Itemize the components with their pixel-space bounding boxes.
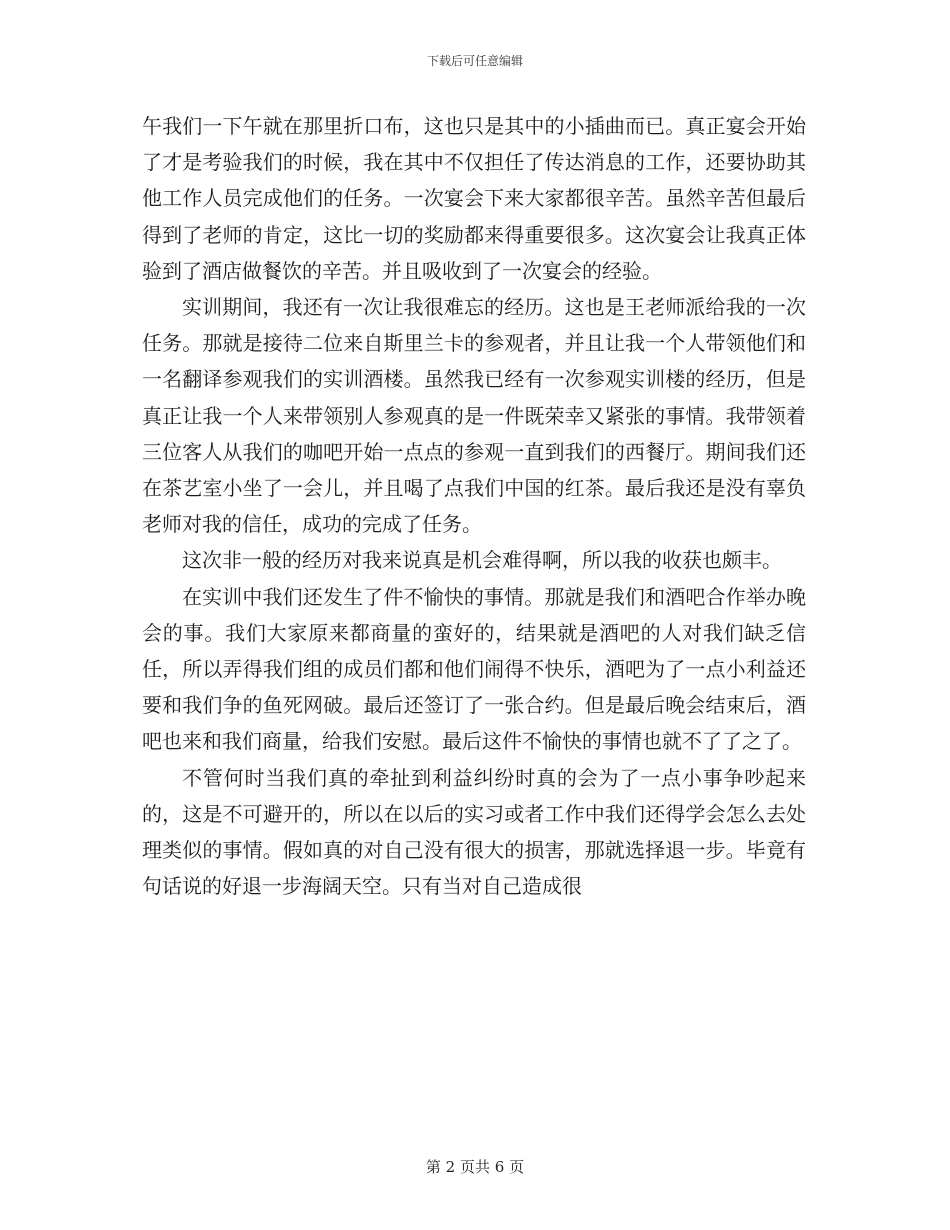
page-header: 下载后可任意编辑 [426,54,523,68]
paragraph-1: 午我们一下午就在那里折口布，这也只是其中的小插曲而已。真正宴会开始了才是考验我们的时候，我在其中不仅担任了传达消息的工作，还要协助其他工作人员完成他们的任务。一次宴会下来大家都很辛苦。虽然辛苦但最后得到了老师的肯定，这比一切的奖励都来得重要很多。这次宴会让我真正体验到了酒店做餐饮的辛苦。并且吸收到了一次宴会的经验。 [142,114,806,283]
paragraph-3: 这次非一般的经历对我来说真是机会难得啊，所以我的收获也颇丰。 [182,548,782,573]
paragraph-5: 不管何时当我们真的牵扯到利益纠纷时真的会为了一点小事争吵起来的，这是不可避开的，所以在以后的实习或者工作中我们还得学会怎么去处理类似的事情。假如真的对自己没有很大的损害，那就选择退一步。毕竟有句话说的好退一步海阔天空。只有当对自己造成很 [142,765,806,899]
document-body [142,108,806,904]
paragraph-2: 实训期间，我还有一次让我很难忘的经历。这也是王老师派给我的一次任务。那就是接待二位来自斯里兰卡的参观者，并且让我一个人带领他们和一名翻译参观我们的实训酒楼。虽然我已经有一次参观实训楼的经历，但是真正让我一个人来带领别人参观真的是一件既荣幸又紧张的事情。我带领着三位客人从我们的咖吧开始一点点的参观一直到我们的西餐厅。期间我们还在茶艺室小坐了一会儿，并且喝了点我们中国的红茶。最后我还是没有辜负老师对我的信任，成功的完成了任务。 [142,295,806,537]
paragraph-4: 在实训中我们还发生了件不愉快的事情。那就是我们和酒吧合作举办晚会的事。我们大家原来都商量的蛮好的，结果就是酒吧的人对我们缺乏信任，所以弄得我们组的成员们都和他们闹得不快乐，酒吧为了一点小利益还要和我们争的鱼死网破。最后还签订了一张合约。但是最后晚会结束后，酒吧也来和我们商量，给我们安慰。最后这件不愉快的事情也就不了了之了。 [142,584,806,754]
page-footer: 第 2 页共 6 页 [425,1158,525,1176]
